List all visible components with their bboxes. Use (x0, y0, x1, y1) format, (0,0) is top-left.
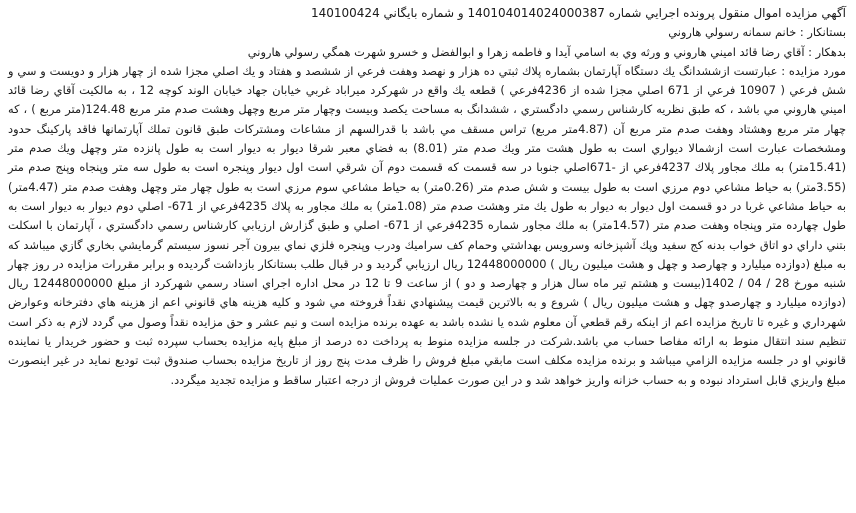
notice-body: مورد مزايده : عبارتست ازششدانگ يك دستگاه آپارتمان بشماره پلاك ثبتي ده هزار و نهصد وهفت فرعي از ششصد و هفتاد و يك اصلي مجزا شده از چهار هزار و دويست و سي و شش فرعي ( 10907 فرعي از 671 اصلي مجزا شده از 4236فرعي ) قطعه يك واقع در شهركرد ميراباد غربي خيابان جهاد خيابان الوند كوچه 12 ، به مالكيت آقاي رضا قائد اميني هاروني مي باشد ، كه طبق نظريه كارشناس رسمي دادگستري ، ششدانگ به مساحت يكصد وبيست وچهار متر مربع وچهل وهشت صدم متر مربع 124.48(متر مربع ) ، كه چهار متر مربع وهشتاد وهفت صدم متر مربع آن (4.87متر مربع) تراس مسقف مي باشد با قدرالسهم از مشاعات ومشتركات طبق قانون تملك آپارتمانها فاقد پاركينگ حدود ومشخصات عبارت است ازشمالا ديواري است به طول هشت متر ويك صدم متر (8.01) به فضاي معبر شرقا ديوار به ديوار است به طول پانزده متر وچهل ويك صدم متر (15.41متر) به ملك مجاور پلاك 4237فرعي از -671اصلي جنوبا در سه قسمت كه قسمت دوم آن شرقي است اول ديوار وپنجره است به طول سه متر وپنجاه وپنج صدم متر (3.55متر) به حياط مشاعي دوم مرزي است به طول بيست و شش صدم متر (0.26متر) به حياط مشاعي سوم مرزي است به طول چهار متر وچهل وهفت صدم متر (4.47متر) به حياط مشاعي غربا در دو قسمت اول ديوار به ديوار به طول يك متر وهشت صدم متر (1.08متر) به ملك مجاور به پلاك 4235فرعي از 671- اصلي دوم ديوار به ديوار است به طول چهارده متر وپنجاه وهفت صدم متر (14.57متر) به ملك مجاور شماره 4235فرعي از 671- اصلي و طبق گزارش ارزيابي كارشناس رسمي دادگستري ، آپارتمان با اسكلت بتني داراي دو اتاق خواب بدنه كج سفيد وپك آشپزخانه وسرويس بهداشتي وحمام كف سراميك ودرب وپنجره فلزي نماي بيرون آجر نسوز سيستم گرمايشي بخاري گازي ميباشد كه به مبلغ (دوازده ميليارد و چهارصد و چهل و هشت ميليون ريال ) 12448000000 ريال ارزيابي گرديد و در قبال طلب بستانكار بازداشت گرديده و برابر مقررات مزايده در روز چهار شنبه مورخ 28 / 04 / 1402(بيست و هشتم تير ماه سال هزار و چهارصد و دو ) از ساعت 9 تا 12 در محل اداره اجراي اسناد رسمي شهركرد از مبلغ 12448000000 ريال (دوازده ميليارد و چهارصدو چهل و هشت ميليون ريال ) شروع و به بالاترين قيمت پيشنهادي نقداً فروخته مي شود و كليه هزينه هاي قانوني اعم از هزينه هاي دفترخانه وعوارض شهرداري و غيره تا تاريخ مزايده اعم از اينكه رقم قطعي آن معلوم شده يا نشده باشد به عهده برنده مزايده است و نيم عشر و حق مزايده نقداً وصول مي گردد لازم به ذكر است تنظيم سند انتقال منوط به ارائه مفاصا حساب مي باشد.شركت در جلسه مزايده منوط به پرداخت ده درصد از مبلغ پايه مزايده بحساب سپرده ثبت و حضور خريدار يا نماينده قانوني او در جلسه مزايده الزامي ميباشد و برنده مزايده مكلف است مابقي مبلغ فروش را ظرف مدت پنج روز از تاريخ مزايده بحساب صندوق ثبت توديع نمايد در غير اينصورت مبلغ واريزي قابل استرداد نبوده و به حساب خزانه واريز خواهد شد و در اين صورت عمليات فروش از درجه اعتبار ساقط و مزايده تجديد ميگردد. (8, 63, 847, 387)
debtor-line: بدهكار : آقاي رضا قائد اميني هاروني و ورثه وي به اسامي آيدا و فاطمه زهرا و ابوالفضل و خسرو شهرت همگي رسولي هاروني (247, 44, 846, 59)
notice-title: آگهي مزايده اموال منقول پرونده اجرايي شماره 140104014024000387 و شماره بايگاني 140100424 (310, 6, 846, 20)
creditor-line: بستانكار : خانم سمانه رسولي هاروني (668, 25, 846, 40)
auction-notice (8, 4, 846, 390)
